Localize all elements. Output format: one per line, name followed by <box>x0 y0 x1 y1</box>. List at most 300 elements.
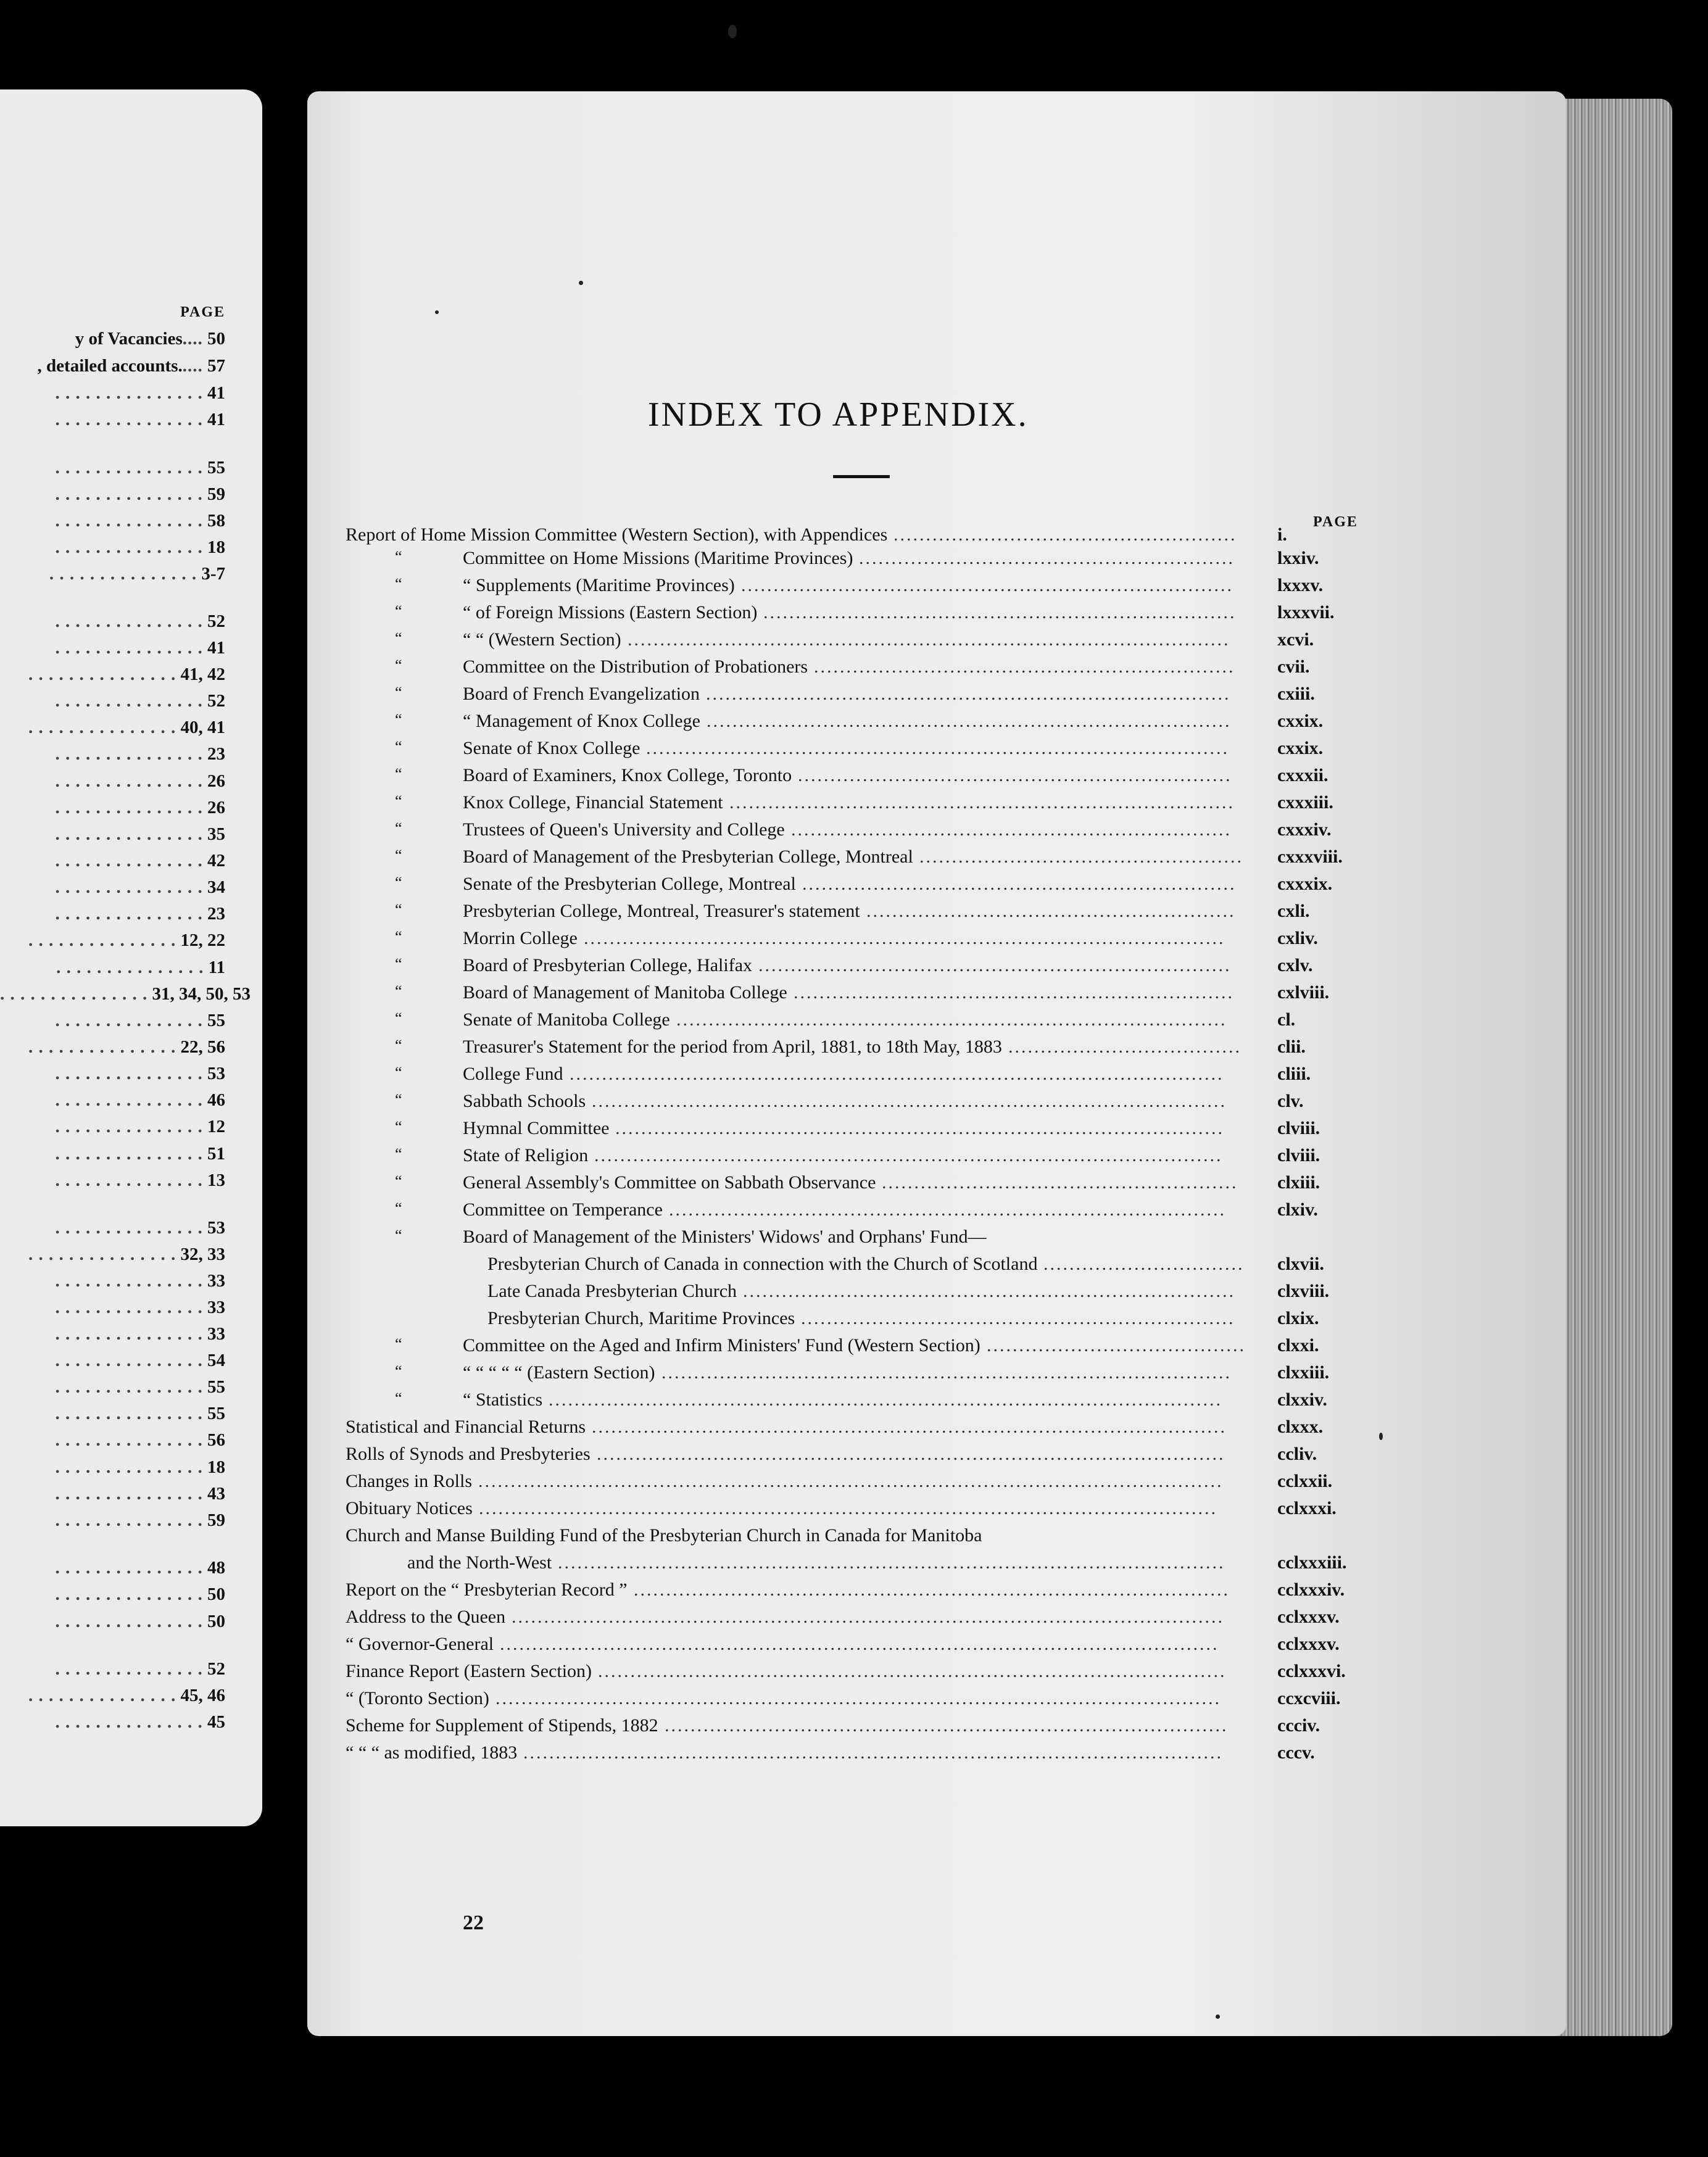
dot-leader: . . . . . . . . . . . . . . . <box>55 1377 203 1397</box>
left-index-row <box>0 1324 225 1344</box>
left-index-row <box>0 904 225 924</box>
entry-page: clviii. <box>1277 1118 1320 1138</box>
ditto-mark: “ <box>395 1064 402 1082</box>
dot-leader: ................................................................................. <box>706 684 1231 704</box>
left-row-text: , detailed accounts. <box>37 356 183 376</box>
dot-leader: ..................................................................................... <box>676 1009 1227 1030</box>
entry-page: clxxiv. <box>1277 1389 1327 1410</box>
ditto-mark: “ <box>395 1009 402 1027</box>
entry-title: Presbyterian Church of Canada in connection with the Church of Scotland <box>487 1254 1038 1274</box>
dot-leader: . . . . . . . . . . . . . . . <box>55 824 203 844</box>
dot-leader: .................................... <box>1008 1037 1242 1057</box>
index-entry <box>346 1498 1337 1524</box>
index-entry <box>346 1444 1317 1470</box>
dot-leader: . . . . . . . . . . . . . . . <box>28 1037 176 1057</box>
left-row-page: 53 <box>202 1218 225 1238</box>
index-entry <box>346 602 1335 628</box>
dot-leader: . . . . . . . . . . . . . . . <box>28 930 176 950</box>
entry-title: “ Supplements (Maritime Provinces) <box>463 575 735 595</box>
entry-page: cclxxxvi. <box>1277 1661 1346 1681</box>
index-entry <box>346 1417 1324 1443</box>
index-entry <box>346 548 1319 574</box>
ditto-mark: “ <box>395 575 402 593</box>
dot-leader: ........................................ <box>987 1335 1246 1356</box>
index-entry <box>346 575 1324 601</box>
left-index-row <box>0 851 225 871</box>
left-index-row <box>0 1117 225 1137</box>
entry-page: ccxcviii. <box>1277 1688 1341 1708</box>
index-entry <box>346 1742 1315 1768</box>
left-row-page: 45, 46 <box>176 1686 225 1705</box>
entry-title: College Fund <box>463 1064 563 1084</box>
entry-title: Finance Report (Eastern Section) <box>346 1661 592 1681</box>
dot-leader: .... <box>182 356 203 376</box>
dot-leader: ............................................................................................ <box>634 1579 1230 1600</box>
ditto-mark: “ <box>395 1091 402 1109</box>
dot-leader: . . . . . . . . . . . . . . . <box>28 664 176 684</box>
dot-leader: . . . . . . . . . . . . . . . <box>55 611 203 631</box>
left-row-page: 41, 42 <box>176 664 225 684</box>
dot-leader: . . . . . . . . . . . . . . . <box>55 877 203 897</box>
index-entry <box>346 874 1333 900</box>
left-row-page: 41 <box>202 410 225 429</box>
entry-title: Treasurer's Statement for the period from April, 1881, to 18th May, 1883 <box>463 1037 1002 1057</box>
speck <box>1379 1433 1383 1440</box>
left-row-page: 50 <box>202 1584 225 1604</box>
left-index-row <box>0 798 225 818</box>
index-entry <box>346 1037 1306 1062</box>
speck <box>1216 2014 1220 2019</box>
left-row-page: 33 <box>202 1324 225 1344</box>
dot-leader: ................................................................................................................... <box>478 1471 1224 1491</box>
left-row-page: 23 <box>202 904 225 924</box>
speck <box>579 281 583 285</box>
dot-leader: . . . . . . . . . . . . . . . <box>55 1484 203 1504</box>
entry-page: cclxxxiii. <box>1277 1552 1347 1573</box>
entry-page: clxxiii. <box>1277 1362 1330 1383</box>
left-row-page: 42 <box>202 851 225 871</box>
ditto-mark: “ <box>395 548 402 566</box>
dot-leader: ....................................................................................................... <box>558 1552 1225 1573</box>
left-row-page: 55 <box>202 1377 225 1397</box>
left-index-row <box>0 410 225 430</box>
entry-page: clviii. <box>1277 1145 1320 1165</box>
left-index-row <box>0 1430 225 1451</box>
index-entry <box>346 1009 1296 1035</box>
entry-page: cl. <box>1277 1009 1296 1030</box>
entry-title: Senate of Manitoba College <box>463 1009 670 1030</box>
dot-leader: . . . . . . . . . . . . . . . <box>55 1090 203 1110</box>
left-index-row <box>0 1558 225 1578</box>
left-index-row <box>0 564 225 584</box>
left-index-row <box>0 824 225 845</box>
entry-title: Senate of the Presbyterian College, Montreal <box>463 874 796 894</box>
ditto-mark: “ <box>395 792 402 810</box>
left-row-page: 40, 41 <box>176 718 225 737</box>
left-index-row <box>0 691 225 711</box>
page-title: INDEX TO APPENDIX. <box>648 395 1029 434</box>
entry-title: Trustees of Queen's University and College <box>463 819 785 840</box>
dot-leader: ............................................................................................................ <box>523 1742 1223 1763</box>
entry-title: “ “ “ as modified, 1883 <box>346 1742 518 1763</box>
index-entry <box>346 1172 1320 1198</box>
dot-leader: . . . . . . . . . . . . . . . <box>55 1011 203 1030</box>
left-index-row <box>0 1271 225 1291</box>
entry-page: lxxxvii. <box>1277 602 1335 623</box>
index-entry <box>346 819 1332 845</box>
left-row-page: 50 <box>202 329 225 349</box>
left-index-row <box>0 744 225 764</box>
entry-title: Rolls of Synods and Presbyteries <box>346 1444 591 1464</box>
ditto-mark: “ <box>395 955 402 973</box>
entry-title: Church and Manse Building Fund of the Presbyterian Church in Canada for Manitoba <box>346 1525 982 1546</box>
entry-title: Presbyterian Church, Maritime Provinces <box>487 1308 795 1328</box>
entry-title: “ “ (Western Section) <box>463 629 621 650</box>
index-entry <box>346 1634 1340 1660</box>
index-entry <box>346 1715 1320 1741</box>
dot-leader: . . . . . . . . . . . . . . . <box>55 410 203 429</box>
left-index-row <box>0 356 225 376</box>
ditto-mark: “ <box>395 982 402 1000</box>
entry-page: cvii. <box>1277 656 1310 677</box>
dot-leader: . . . . . . . . . . . . . . . <box>55 771 203 791</box>
dot-leader: .............................................................................. <box>729 792 1235 813</box>
entry-title: General Assembly's Committee on Sabbath Observance <box>463 1172 876 1193</box>
ditto-mark: “ <box>395 819 402 837</box>
entry-title: Statistical and Financial Returns <box>346 1417 586 1437</box>
ditto-mark: “ <box>395 1362 402 1380</box>
dot-leader: ................................................................................................. <box>594 1145 1223 1165</box>
entry-page: cxlviii. <box>1277 982 1330 1003</box>
entry-title: Committee on Home Missions (Maritime Provinces) <box>463 548 853 568</box>
entry-title: Senate of Knox College <box>463 738 640 758</box>
dot-leader: . . . . . . . . . . . . . . . <box>55 1712 203 1732</box>
dot-leader: . . . . . . . . . . . . . . . <box>55 1271 203 1291</box>
entry-title: “ (Toronto Section) <box>346 1688 489 1708</box>
dot-leader: . . . . . . . . . . . . . . . <box>55 1324 203 1344</box>
entry-title: Obituary Notices <box>346 1498 473 1518</box>
page-number: 22 <box>463 1911 484 1934</box>
index-entry <box>346 1254 1324 1280</box>
index-entry <box>346 711 1324 737</box>
entry-page: cxxxii. <box>1277 765 1329 785</box>
left-index-row <box>0 383 225 404</box>
dot-leader: ............................................................................................................... <box>500 1634 1219 1654</box>
index-entry <box>346 1118 1320 1144</box>
dot-leader: . . . . . . . . . . . . . . . <box>55 458 203 478</box>
dot-leader: ...................................................................................... <box>669 1199 1226 1220</box>
dot-leader: ....................................................................................... <box>665 1715 1229 1736</box>
dot-leader: ................................................................. <box>814 656 1235 677</box>
index-entry <box>346 1064 1311 1090</box>
left-index-row <box>0 329 225 349</box>
entry-title: State of Religion <box>463 1145 589 1165</box>
entry-title: “ Statistics <box>463 1389 543 1410</box>
dot-leader: . . . . . . . . . . . . . . . <box>55 798 203 818</box>
left-row-page: 59 <box>202 484 225 504</box>
entry-title: Committee on the Distribution of Probationers <box>463 656 808 677</box>
ditto-mark: “ <box>395 1037 402 1054</box>
dot-leader: ................................................................................................. <box>598 1661 1227 1681</box>
ditto-mark: “ <box>395 1335 402 1353</box>
dot-leader: .................................................................... <box>794 982 1234 1003</box>
entry-title: Hymnal Committee <box>463 1118 610 1138</box>
entry-title: Board of French Evangelization <box>463 684 700 704</box>
index-entry <box>346 847 1343 872</box>
dot-leader: ............................... <box>1043 1254 1245 1274</box>
left-row-page: 35 <box>202 824 225 844</box>
left-index-row <box>0 664 225 685</box>
index-entry <box>346 1227 1250 1252</box>
dot-leader: . . . . . . . . . . . . . . . <box>55 1117 203 1136</box>
entry-page: cxxxix. <box>1277 874 1333 894</box>
index-entry <box>346 1525 1250 1551</box>
left-row-page: 33 <box>202 1298 225 1317</box>
dot-leader: . . . . . . . . . . . . . . . <box>55 691 203 711</box>
index-entry <box>346 982 1330 1008</box>
left-row-page: 55 <box>202 1404 225 1423</box>
left-index-row <box>0 638 225 658</box>
left-row-page: 26 <box>202 771 225 791</box>
dot-leader: ................................................................................................. <box>597 1444 1225 1464</box>
left-row-page: 52 <box>202 611 225 631</box>
dot-leader: .................................................................................................. <box>592 1417 1227 1437</box>
left-index-row <box>0 1686 225 1706</box>
left-index-row <box>0 1404 225 1424</box>
index-entry <box>346 1579 1345 1605</box>
left-index-row <box>0 484 225 505</box>
left-index-row <box>0 930 225 951</box>
dot-leader: . . . . . . . . . . . . . . . <box>55 1170 203 1190</box>
left-row-page: 32, 33 <box>176 1244 225 1264</box>
ditto-mark: “ <box>395 684 402 702</box>
left-row-page: 54 <box>202 1351 225 1370</box>
dot-leader: . . . . . . . . . . . . . . . <box>55 383 203 403</box>
entry-page: cxli. <box>1277 901 1310 921</box>
ditto-mark: “ <box>395 738 402 756</box>
entry-title: Sabbath Schools <box>463 1091 586 1111</box>
entry-title: Board of Management of Manitoba College <box>463 982 787 1003</box>
ditto-mark: “ <box>395 1172 402 1190</box>
ditto-mark: “ <box>395 1389 402 1407</box>
entry-title: “ Governor-General <box>346 1634 494 1654</box>
entry-page: cclxxii. <box>1277 1471 1333 1491</box>
left-row-page: 52 <box>202 691 225 711</box>
entry-title: Committee on the Aged and Infirm Ministers' Fund (Western Section) <box>463 1335 980 1356</box>
dot-leader: ......................................................... <box>866 901 1236 921</box>
left-index-row <box>0 1712 225 1733</box>
left-row-page: 57 <box>202 356 225 376</box>
left-index-row <box>0 718 225 738</box>
entry-page: cxxxviii. <box>1277 847 1343 867</box>
dot-leader: . . . . . . . . . . . . . . . <box>55 1457 203 1477</box>
left-row-text: y of Vacancies <box>75 329 183 349</box>
dot-leader: . . . . . . . . . . . . . . . <box>56 958 204 977</box>
entry-page: ccciv. <box>1277 1715 1320 1736</box>
index-entry <box>346 1389 1327 1415</box>
ditto-mark: “ <box>395 1118 402 1136</box>
left-index-row <box>0 1011 225 1031</box>
index-entry <box>346 1281 1330 1307</box>
entry-title: and the North-West <box>407 1552 552 1573</box>
left-row-page: 52 <box>202 1659 225 1679</box>
entry-title: “ Management of Knox College <box>463 711 700 731</box>
index-entry <box>346 1145 1320 1171</box>
left-row-page: 18 <box>202 1457 225 1477</box>
dot-leader: . . . . . . . . . . . . . . . <box>55 1612 203 1631</box>
index-entry <box>346 524 1287 550</box>
left-row-page: 3-7 <box>197 564 225 584</box>
index-entry <box>346 1362 1330 1388</box>
entry-page: lxxiv. <box>1277 548 1319 568</box>
entry-page: cxiii. <box>1277 684 1315 704</box>
dot-leader: . . . . . . . . . . . . . . . <box>55 484 203 504</box>
index-entry <box>346 1308 1319 1334</box>
entry-title: Knox College, Financial Statement <box>463 792 723 813</box>
dot-leader: ................................................................................. <box>707 711 1232 731</box>
dot-leader: . . . . . . . . . . . . . . . <box>55 1659 203 1679</box>
index-entry <box>346 1471 1333 1497</box>
entry-page: cxxxiii. <box>1277 792 1333 813</box>
index-entry <box>346 1661 1346 1687</box>
dot-leader: ............................................................................ <box>743 1281 1235 1301</box>
dot-leader: . . . . . . . . . . . . . . . <box>55 1298 203 1317</box>
entry-page: i. <box>1277 524 1287 545</box>
left-row-page: 43 <box>202 1484 225 1504</box>
left-index-row <box>0 958 225 978</box>
entry-page: clv. <box>1277 1091 1304 1111</box>
left-index-row <box>0 1144 225 1164</box>
entry-page: cccv. <box>1277 1742 1315 1763</box>
dot-leader: .............................................................................................. <box>615 1118 1224 1138</box>
left-index-row <box>0 1218 225 1238</box>
index-entry <box>346 901 1310 927</box>
index-entry <box>346 656 1310 682</box>
left-row-page: 48 <box>202 1558 225 1578</box>
entry-title: Report on the “ Presbyterian Record ” <box>346 1579 628 1600</box>
left-row-page: 26 <box>202 798 225 818</box>
entry-page: cliii. <box>1277 1064 1311 1084</box>
dot-leader: . . . . . . . . . . . . . . . <box>55 1510 203 1530</box>
ditto-mark: “ <box>395 656 402 674</box>
ditto-mark: “ <box>395 602 402 620</box>
ditto-mark: “ <box>395 629 402 647</box>
entry-title: Report of Home Mission Committee (Western Section), with Appendices <box>346 524 888 545</box>
entry-page: cxxxiv. <box>1277 819 1332 840</box>
dot-leader: ................................................................................................... <box>584 928 1225 948</box>
dot-leader: ......................................................................... <box>763 602 1237 623</box>
left-index-row <box>0 877 225 898</box>
entry-page: clii. <box>1277 1037 1306 1057</box>
left-row-page: 22, 56 <box>176 1037 225 1057</box>
entry-title: Committee on Temperance <box>463 1199 663 1220</box>
entry-page: clxiv. <box>1277 1199 1318 1220</box>
left-index-row <box>0 511 225 531</box>
index-entry <box>346 629 1314 655</box>
dot-leader: .................................................. <box>919 847 1243 867</box>
left-index-row <box>0 458 225 478</box>
left-row-page: 58 <box>202 511 225 531</box>
left-index-row <box>0 771 225 792</box>
dot-leader: . . . . . . . . . . . . . . . <box>0 984 148 1004</box>
entry-page: cclxxxi. <box>1277 1498 1337 1518</box>
entry-title: “ “ “ “ “ (Eastern Section) <box>463 1362 655 1383</box>
entry-page: cxxix. <box>1277 711 1324 731</box>
ditto-mark: “ <box>395 901 402 919</box>
dot-leader: .......................................................... <box>859 548 1235 568</box>
dot-leader: . . . . . . . . . . . . . . . <box>49 564 197 584</box>
left-index-row <box>0 1612 225 1632</box>
ditto-mark: “ <box>395 847 402 864</box>
left-row-page: 59 <box>202 1510 225 1530</box>
dot-leader: . . . . . . . . . . . . . . . <box>55 638 203 658</box>
left-row-page: 56 <box>202 1430 225 1450</box>
ditto-mark: “ <box>395 765 402 783</box>
entry-title: Scheme for Supplement of Stipends, 1882 <box>346 1715 658 1736</box>
dot-leader: .............................................................................................................. <box>512 1607 1224 1627</box>
dot-leader: ................................................................... <box>801 1308 1235 1328</box>
entry-page: cclxxxv. <box>1277 1634 1340 1654</box>
entry-title: Morrin College <box>463 928 578 948</box>
left-index-row <box>0 1090 225 1111</box>
entry-title: Late Canada Presbyterian Church <box>487 1281 737 1301</box>
index-entry <box>346 1199 1318 1225</box>
dot-leader: ................................................................................................................ <box>495 1688 1221 1708</box>
left-index-row <box>0 1244 225 1265</box>
dot-leader: . . . . . . . . . . . . . . . <box>55 1584 203 1604</box>
speck <box>728 25 737 38</box>
entry-page: clxix. <box>1277 1308 1319 1328</box>
left-row-page: 11 <box>204 958 225 977</box>
dot-leader: ......................................................................... <box>758 955 1232 975</box>
entry-page: clxvii. <box>1277 1254 1324 1274</box>
dot-leader: . . . . . . . . . . . . . . . <box>55 1351 203 1370</box>
left-page-header: PAGE <box>180 304 225 320</box>
dot-leader: . . . . . . . . . . . . . . . <box>55 511 203 531</box>
index-entry <box>346 738 1324 764</box>
dot-leader: . . . . . . . . . . . . . . . <box>28 1244 176 1264</box>
left-index-row <box>0 1457 225 1478</box>
dot-leader: ................................................................... <box>802 874 1237 894</box>
dot-leader: . . . . . . . . . . . . . . . <box>55 904 203 924</box>
entry-title: Board of Management of the Ministers' Widows' and Orphans' Fund— <box>463 1227 987 1247</box>
entry-page: clxxi. <box>1277 1335 1319 1356</box>
title-rule <box>833 475 890 478</box>
ditto-mark: “ <box>395 874 402 892</box>
dot-leader: ....................................................... <box>882 1172 1238 1193</box>
left-index-row <box>0 1659 225 1679</box>
ditto-mark: “ <box>395 1145 402 1163</box>
index-entry <box>346 955 1313 981</box>
left-row-page: 46 <box>202 1090 225 1110</box>
left-row-page: 23 <box>202 744 225 764</box>
entry-title: Board of Management of the Presbyterian College, Montreal <box>463 847 913 867</box>
left-index-row <box>0 1064 225 1084</box>
dot-leader: .................................................................................................................. <box>479 1498 1217 1518</box>
index-entry <box>346 765 1329 791</box>
left-index-row <box>0 1584 225 1605</box>
entry-page: xcvi. <box>1277 629 1314 650</box>
left-index-row <box>0 1170 225 1191</box>
left-row-page: 12 <box>202 1117 225 1136</box>
left-index-row <box>0 1484 225 1504</box>
entry-title: Board of Presbyterian College, Halifax <box>463 955 753 975</box>
left-row-page: 51 <box>202 1144 225 1164</box>
index-entry <box>346 928 1318 954</box>
left-index-row <box>0 1377 225 1397</box>
dot-leader: ........................................................................................ <box>661 1362 1232 1383</box>
dot-leader: ..................................................... <box>893 524 1237 545</box>
